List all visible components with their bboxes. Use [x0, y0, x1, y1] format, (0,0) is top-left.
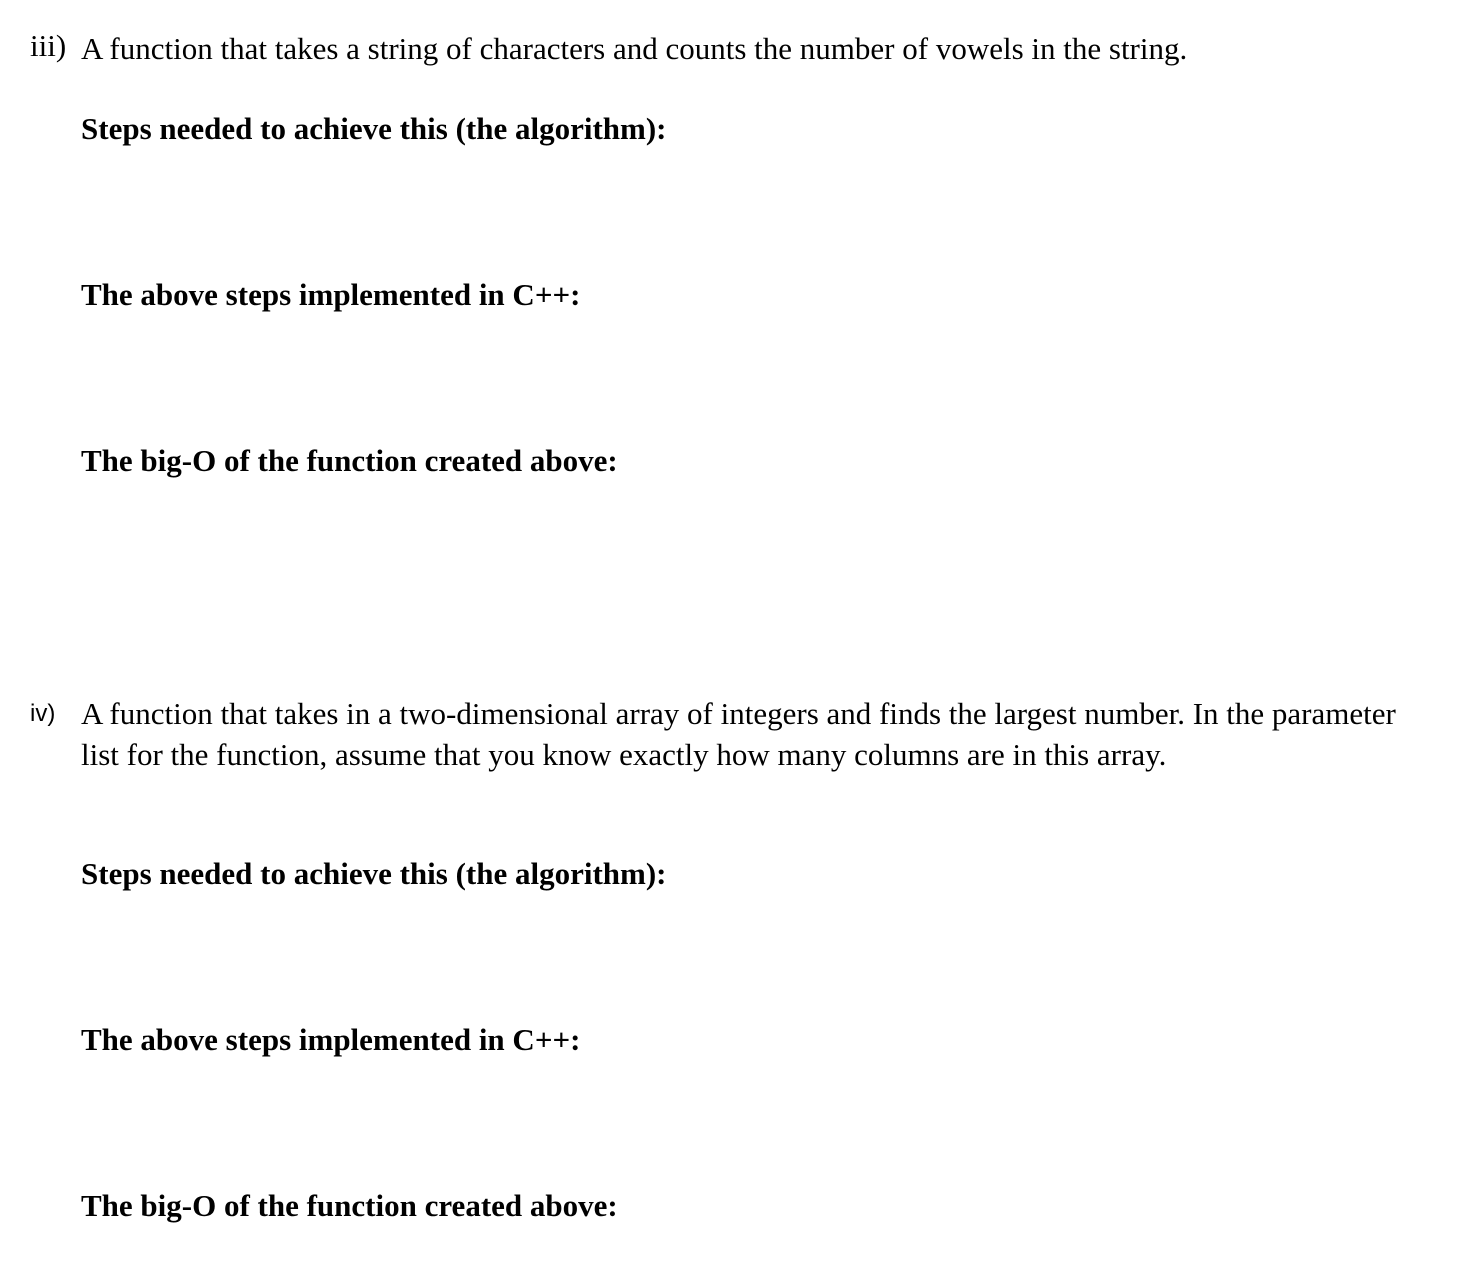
question-number: iii)	[30, 28, 67, 63]
steps-prompt: Steps needed to achieve this (the algorithm):	[81, 856, 667, 891]
implementation-prompt: The above steps implemented in C++:	[81, 277, 581, 312]
question-text: A function that takes a string of characters and counts the number of vowels in the string.	[81, 31, 1188, 66]
implementation-prompt: The above steps implemented in C++:	[81, 1022, 581, 1057]
question-number: iv)	[30, 700, 56, 727]
steps-prompt: Steps needed to achieve this (the algorithm):	[81, 111, 667, 146]
question-text: A function that takes in a two-dimensional array of integers and finds the largest number. In the parameter list for the function, assume that you know exactly how many columns are in this array.	[81, 696, 1396, 772]
question-iii	[30, 28, 1420, 69]
big-o-prompt: The big-O of the function created above:	[81, 1188, 618, 1223]
big-o-prompt: The big-O of the function created above:	[81, 443, 618, 478]
question-iv	[30, 693, 1420, 775]
